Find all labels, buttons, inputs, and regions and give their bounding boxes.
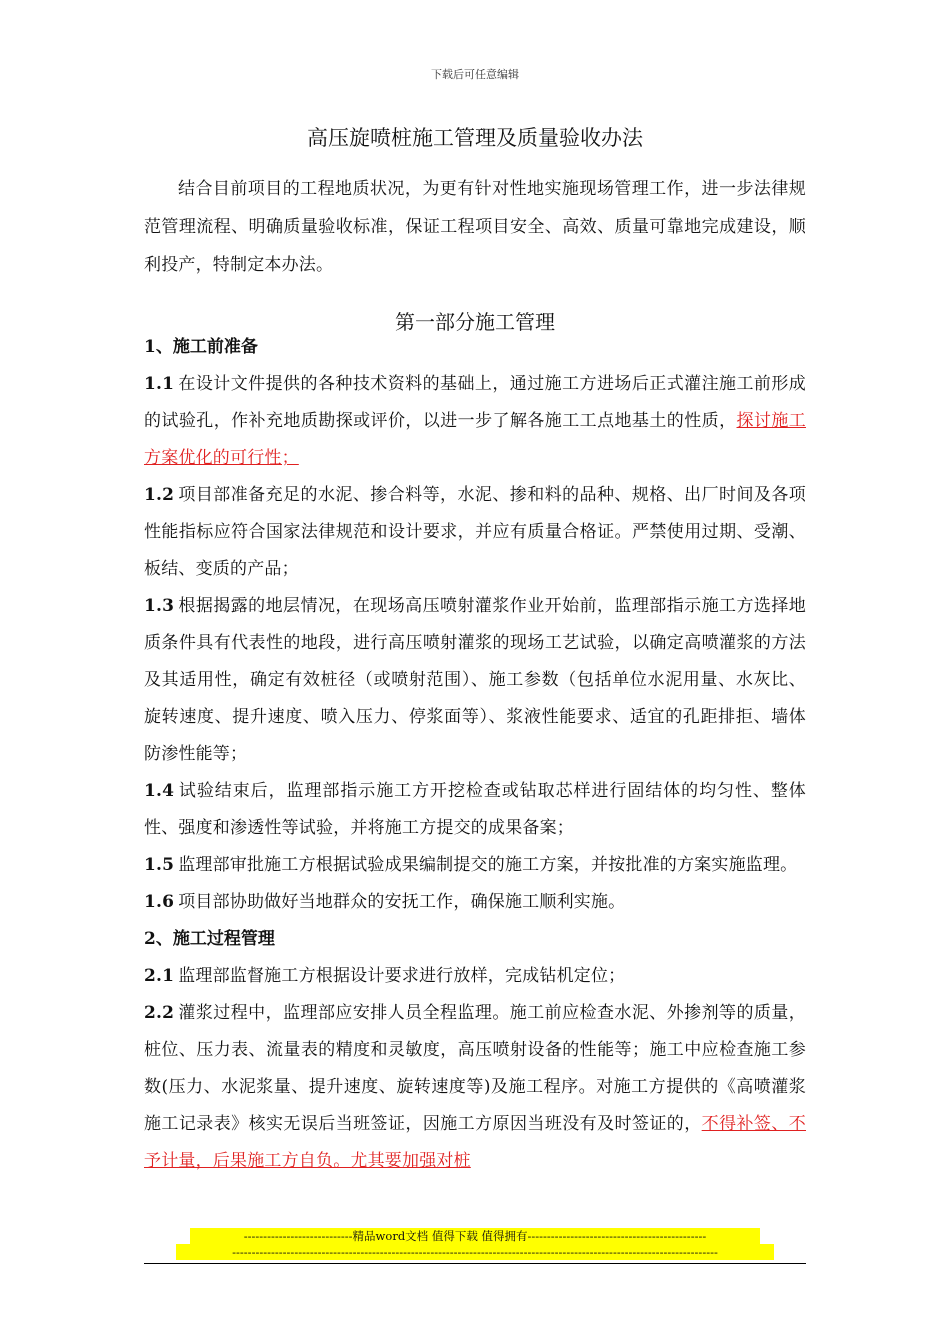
clause-number: 2.1 <box>144 966 175 986</box>
clause-1-6 <box>144 884 806 921</box>
part-title: 第一部分施工管理 <box>395 310 555 334</box>
clause-text: 监理部监督施工方根据设计要求进行放样，完成钻机定位； <box>178 966 626 986</box>
clause-text: 试验结束后，监理部指示施工方开挖检查或钻取芯样进行固结体的均匀性、整体性、强度和渗透性等试验，并将施工方提交的成果备案； <box>144 781 806 838</box>
clause-text: 项目部协助做好当地群众的安抚工作，确保施工顺利实施。 <box>178 892 626 912</box>
clause-text: 监理部审批施工方根据试验成果编制提交的施工方案，并按批准的方案实施监理。 <box>178 855 798 875</box>
intro-paragraph: 结合目前项目的工程地质状况，为更有针对性地实施现场管理工作，进一步法律规范管理流程、明确质量验收标准，保证工程项目安全、高效、质量可靠地完成建设，顺利投产，特制定本办法。 <box>144 179 806 275</box>
clause-text: 项目部准备充足的水泥、掺合料等，水泥、掺和料的品种、规格、出厂时间及各项性能指标应符合国家法律规范和设计要求，并应有质量合格证。严禁使用过期、受潮、板结、变质的产品； <box>144 485 806 579</box>
clause-highlight: 探讨施工方案优化的可行性； <box>144 411 806 468</box>
clause-1-4 <box>144 773 806 847</box>
clause-text: 灌浆过程中，监理部应安排人员全程监理。施工前应检查水泥、外掺剂等的质量，桩位、压力表、流量表的精度和灵敏度，高压喷射设备的性能等；施工中应检查施工参数(压力、水泥浆量、提升速度、旋转速度等)及施工程序。对施工方提供的《高喷灌浆施工记录表》核实无误后当班签证，因施工方原因当班没有及时签证的， <box>144 1003 806 1134</box>
footer-banner-line: ----------------------------精品word文档 值得下载 值得拥有---------------------------------------------- <box>190 1228 760 1244</box>
document-title: 高压旋喷桩施工管理及质量验收办法 <box>307 126 643 150</box>
header-note: 下载后可任意编辑 <box>431 68 519 81</box>
clause-2-1 <box>144 958 806 995</box>
section-heading: 1、施工前准备 <box>144 337 258 357</box>
footer-banner-line: ----------------------------------------------------------------------------------------------------------------------------- <box>176 1244 774 1260</box>
clause-1-2 <box>144 477 806 588</box>
section-heading: 2、施工过程管理 <box>144 929 275 949</box>
clause-2-2 <box>144 995 806 1180</box>
footer-divider <box>144 1263 806 1264</box>
clause-number: 1.1 <box>144 374 175 394</box>
clause-number: 1.5 <box>144 855 175 875</box>
clause-1-3 <box>144 588 806 773</box>
clause-number: 1.6 <box>144 892 175 912</box>
document-body <box>144 329 806 1180</box>
clause-number: 1.2 <box>144 485 175 505</box>
clause-highlight: 不得补签、不予计量，后果施工方自负。尤其要加强对桩 <box>144 1114 806 1171</box>
clause-number: 2.2 <box>144 1003 175 1023</box>
clause-1-1 <box>144 366 806 477</box>
clause-1-5 <box>144 847 806 884</box>
clause-text: 在设计文件提供的各种技术资料的基础上，通过施工方进场后正式灌注施工前形成的试验孔，作补充地质勘探或评价，以进一步了解各施工工点地基土的性质， <box>144 374 806 431</box>
clause-text: 根据揭露的地层情况，在现场高压喷射灌浆作业开始前，监理部指示施工方选择地质条件具有代表性的地段，进行高压喷射灌浆的现场工艺试验，以确定高喷灌浆的方法及其适用性，确定有效桩径（或喷射范围）、施工参数（包括单位水泥用量、水灰比、旋转速度、提升速度、喷入压力、停浆面等）、浆液性能要求、适宜的孔距排拒、墙体防渗性能等； <box>144 596 806 764</box>
clause-number: 1.4 <box>144 781 175 801</box>
clause-number: 1.3 <box>144 596 175 616</box>
